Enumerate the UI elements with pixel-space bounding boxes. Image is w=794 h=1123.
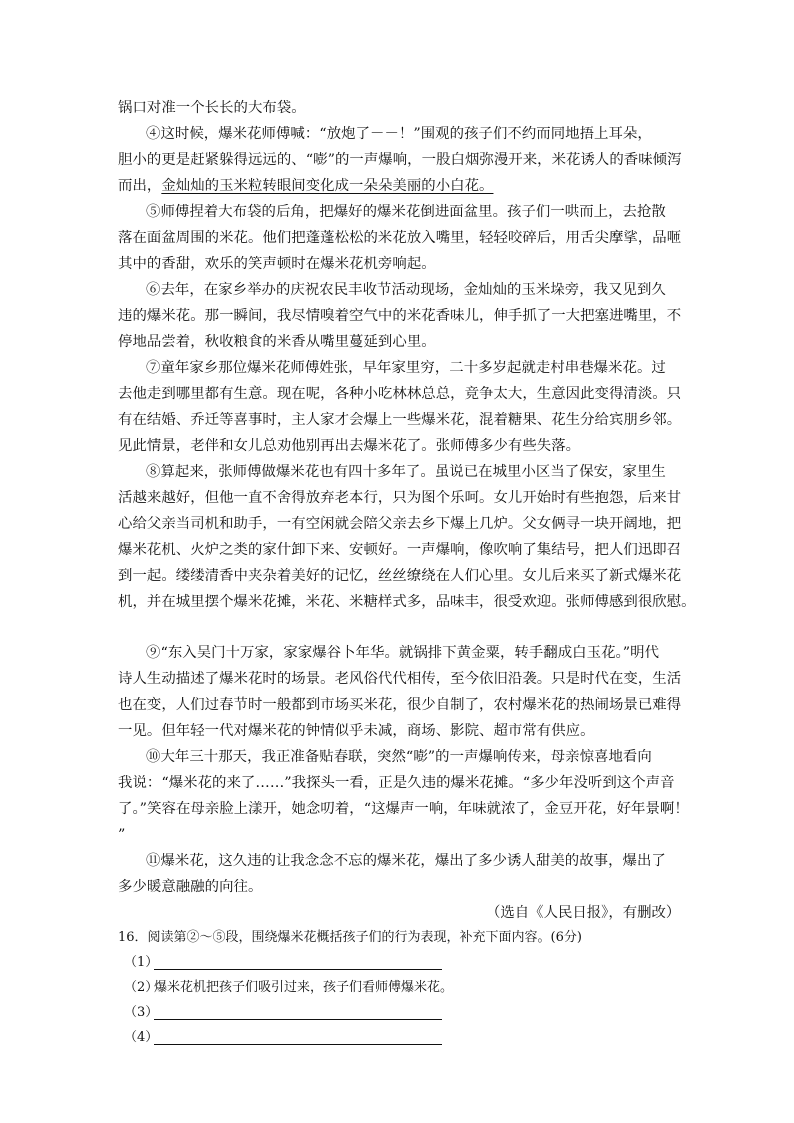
passage-line: 停地品尝着，秋收粮食的米香从嘴里蔓延到心里。 xyxy=(118,334,436,350)
passage-line: 我说：“爆米花的来了……”我探头一看，正是久违的爆米花摊。“多少年没听到这个声音 xyxy=(118,775,675,791)
underlined-sentence: 金灿灿的玉米粒转眼间变化成一朵朵美丽的小白花。 xyxy=(161,178,494,194)
passage-line: ⑥去年，在家乡举办的庆祝农民丰收节活动现场，金灿灿的玉米垛旁，我又见到久 xyxy=(146,282,666,298)
passage-line: ⑤师傅捏着大布袋的后角，把爆好的爆米花倒进面盆里。孩子们一哄而上，去抢散 xyxy=(146,204,666,220)
passage-line: ⑦童年家乡那位爆米花师傅姓张，早年家里穷，二十多岁起就走村串巷爆米花。过 xyxy=(146,360,666,376)
source-citation: （选自《人民日报》，有删改） xyxy=(486,905,681,921)
passage-line: 到一起。缕缕清香中夹杂着美好的记忆，丝丝缭绕在人们心里。女儿后来买了新式爆米花 xyxy=(118,568,682,584)
answer-item-number: （4） xyxy=(124,1030,159,1045)
passage-line: ⑨“东入吴门十万家，家家爆谷卜年华。就锅排下黄金粟，转手翻成白玉花。”明代 xyxy=(146,645,660,661)
passage-line: 有在结婚、乔迁等喜事时，主人家才会爆上一些爆米花，混着糖果、花生分给宾朋乡邻。 xyxy=(118,412,682,428)
answer-item-number: （2） xyxy=(124,980,159,995)
passage-line: 其中的香甜，欢乐的笑声顿时在爆米花机旁响起。 xyxy=(118,256,436,272)
passage-line: 锅口对准一个长长的大布袋。 xyxy=(118,100,306,116)
passage-line: 一见。但年轻一代对爆米花的钟情似乎未减，商场、影院、超市常有供应。 xyxy=(118,723,595,739)
passage-line: 心给父亲当司机和助手，一有空闲就会陪父亲去乡下爆上几炉。父女俩寻一块开阔地，把 xyxy=(118,516,682,532)
passage-line: 落在面盆周围的米花。他们把蓬蓬松松的米花放入嘴里，轻轻咬碎后，用舌尖摩挲，品咂 xyxy=(118,230,682,246)
passage-text: 而出， xyxy=(118,178,162,194)
passage-line: 也在变，人们过春节时一般都到市场买米花，很少自制了，农村爆米花的热闹场景已难得 xyxy=(118,697,682,713)
passage-line: 多少暖意融融的向往。 xyxy=(118,879,263,895)
passage-line: 见此情景，老伴和女儿总劝他别再出去爆米花了。张师傅多少有些失落。 xyxy=(118,438,581,454)
passage-line: 诗人生动描述了爆米花时的场景。老风俗代代相传，至今依旧沿袭。只是时代在变，生活 xyxy=(118,671,682,687)
answer-blank-3[interactable] xyxy=(154,1019,442,1020)
passage-line: 机，并在城里摆个爆米花摊，米花、米糖样式多，品味丰，很受欢迎。张师傅感到很欣慰。 xyxy=(118,594,696,610)
passage-line: ⑧算起来，张师傅做爆米花也有四十多年了。虽说已在城里小区当了保安，家里生 xyxy=(146,464,666,480)
answer-item-number: （3） xyxy=(124,1005,159,1020)
answer-item-text: 爆米花机把孩子们吸引过来，孩子们看师傅爆米花。 xyxy=(154,980,454,995)
passage-line: 胆小的更是赶紧躲得远远的、“嘭”的一声爆响，一股白烟弥漫开来，米花诱人的香味倾泻 xyxy=(118,152,682,168)
answer-blank-4[interactable] xyxy=(154,1044,442,1045)
passage-line: ⑪爆米花，这久违的让我念念不忘的爆米花，爆出了多少诱人甜美的故事，爆出了 xyxy=(146,853,666,869)
passage-line: 活越来越好，但他一直不舍得放弃老本行，只为图个乐呵。女儿开始时有些抱怨，后来甘 xyxy=(118,490,682,506)
passage-line xyxy=(118,176,493,196)
passage-line: 爆米花机、火炉之类的家什卸下来、安顿好。一声爆响，像吹响了集结号，把人们迅即召 xyxy=(118,542,682,558)
passage-line: ⑩大年三十那天，我正准备贴春联，突然“嘭”的一声爆响传来，母亲惊喜地看向 xyxy=(146,749,652,765)
passage-line: 去他走到哪里都有生意。现在呢，各种小吃林林总总，竞争太大，生意因此变得清淡。只 xyxy=(118,386,682,402)
passage-line: ” xyxy=(118,827,126,843)
answer-blank-1[interactable] xyxy=(154,969,442,970)
answer-item-number: （1） xyxy=(124,955,159,970)
passage-line: 了。”笑容在母亲脸上漾开，她念叨着，“这爆声一响，年味就浓了，金豆开花，好年景啊！ xyxy=(118,801,689,817)
question-stem: 16．阅读第②～⑤段，围绕爆米花概括孩子们的行为表现，补充下面内容。(6分) xyxy=(118,930,582,945)
passage-line: 违的爆米花。那一瞬间，我尽情嗅着空气中的米花香味儿，伸手抓了一大把塞进嘴里，不 xyxy=(118,308,682,324)
passage-line: ④这时候，爆米花师傅喊：“放炮了－－！”围观的孩子们不约而同地捂上耳朵， xyxy=(146,126,652,142)
